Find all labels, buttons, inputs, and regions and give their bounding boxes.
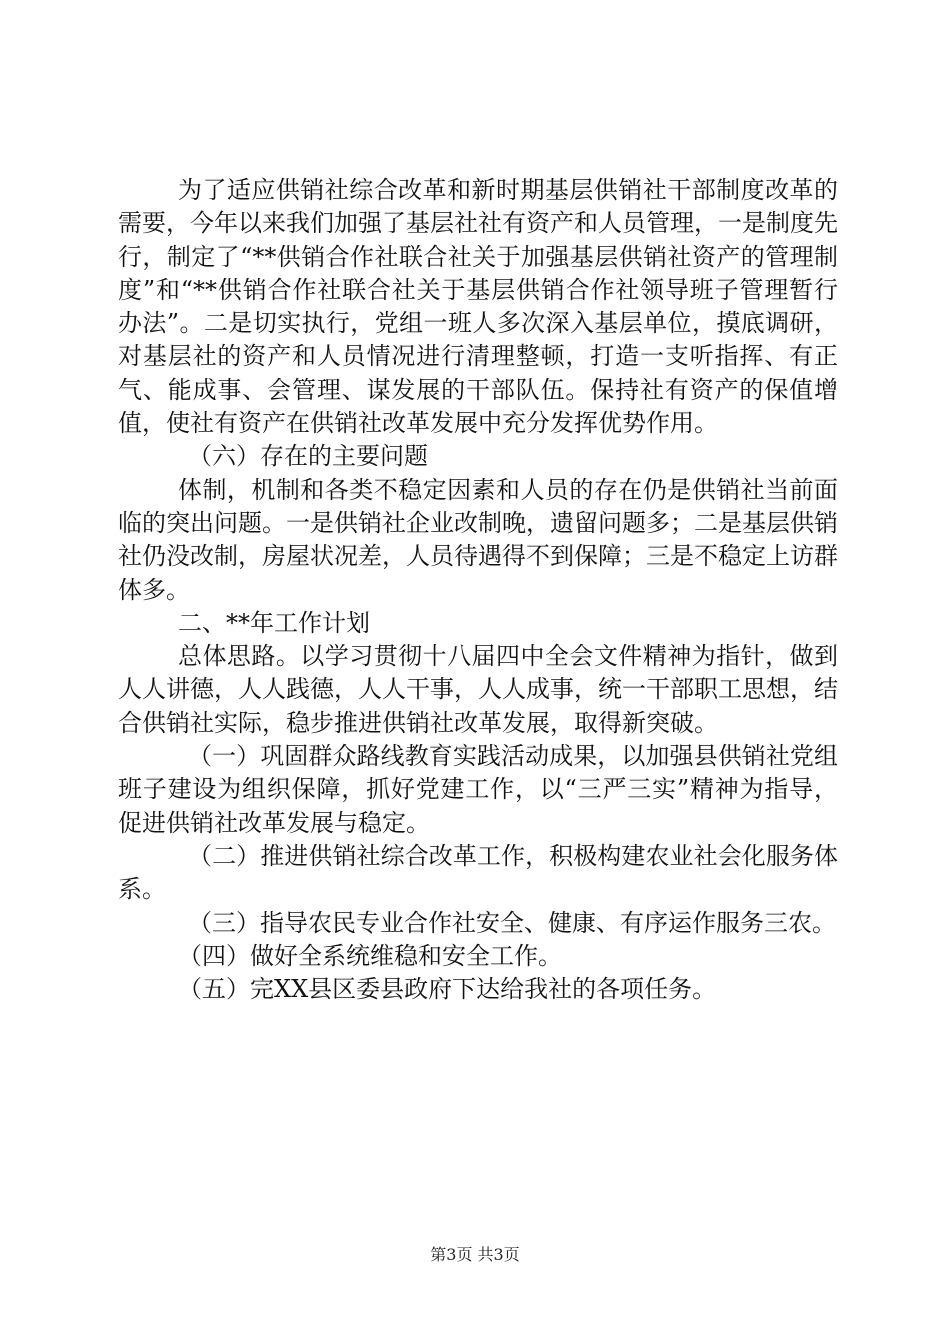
plan-item-5: （五）完XX县区委县政府下达给我社的各项任务。 <box>178 975 717 1004</box>
paragraph-problems: 体制，机制和各类不稳定因素和人员的存在仍是供销社当前面临的突出问题。一是供销社企业改制晚，遗留问题多；二是基层供销社仍没改制，房屋状况差，人员待遇得不到保障；三是不稳定上访群体多。 <box>118 475 838 604</box>
plan-item-3: （三）指导农民专业合作社安全、健康、有序运作服务三农。 <box>188 908 836 937</box>
plan-item-1: （一）巩固群众路线教育实践活动成果，以加强县供销社党组班子建设为组织保障，抓好党建工作，以“三严三实”精神为指导，促进供销社改革发展与稳定。 <box>118 742 838 837</box>
page-number-footer: 第3页 共3页 <box>430 1245 520 1264</box>
document-body <box>118 174 838 1006</box>
paragraph-asset-management: 为了适应供销社综合改革和新时期基层供销社干部制度改革的需要，今年以来我们加强了基层社社有资产和人员管理，一是制度先行，制定了“**供销合作社联合社关于加强基层供销社资产的管理制度”和“**供销合作社联合社关于基层供销合作社领导班子管理暂行办法”。二是切实执行，党组一班人多次深入基层单位，摸底调研，对基层社的资产和人员情况进行清理整顿，打造一支听指挥、有正气、能成事、会管理、谋发展的干部队伍。保持社有资产的保值增值，使社有资产在供销社改革发展中充分发挥优势作用。 <box>118 176 838 438</box>
plan-item-4: （四）做好全系统维稳和安全工作。 <box>178 941 562 970</box>
paragraph-overall-approach: 总体思路。以学习贯彻十八届四中全会文件精神为指针，做到人人讲德，人人践德，人人干事，人人成事，统一干部职工思想，结合供销社实际，稳步推进供销社改革发展，取得新突破。 <box>118 642 838 737</box>
plan-item-2: （二）推进供销社综合改革工作，积极构建农业社会化服务体系。 <box>118 841 838 904</box>
section-heading-work-plan: 二、**年工作计划 <box>178 608 370 637</box>
section-heading-problems: （六）存在的主要问题 <box>188 442 428 471</box>
